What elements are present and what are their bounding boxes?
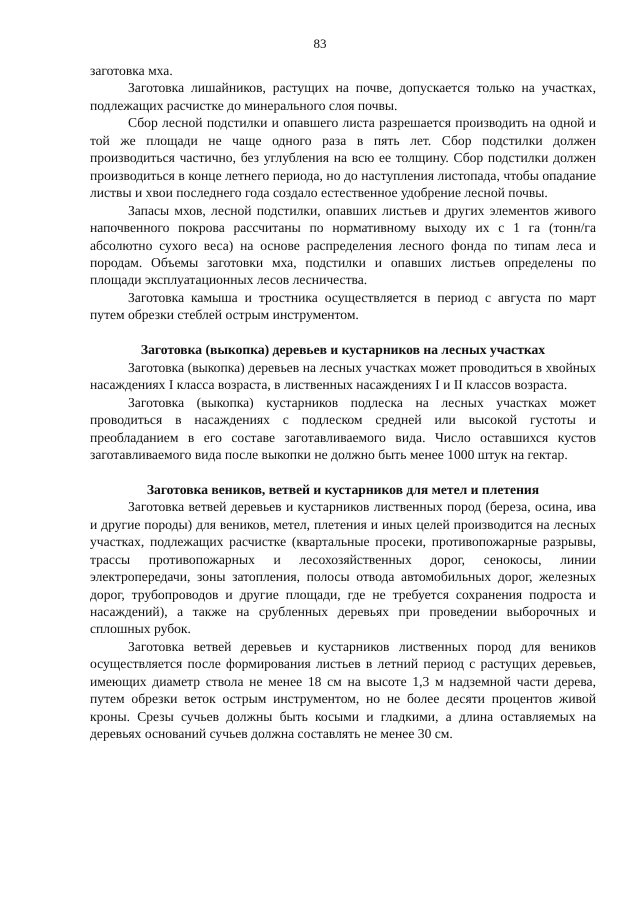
paragraph: Заготовка ветвей деревьев и кустарников лиственных пород (береза, осина, ива и другие породы) для веников, метел, плетения и иных целей производится на лесных участках, подлежащих расчистке (квартальные просеки, противопожарные разрывы, трассы противопожарных и лесохозяйственных дорог, сенокосы, линии электропередачи, зоны затопления, полосы отвода автомобильных дорог, железных дорог, трубопроводов и другие площади, где не требуется сохранения подроста и насаждений), а также на срубленных деревьях при проведении выборочных и сплошных рубок.: [90, 499, 596, 637]
section-spacer: [90, 463, 596, 480]
paragraph: Запасы мхов, лесной подстилки, опавших листьев и других элементов живого напочвенного покрова рассчитаны по нормативному выходу их с 1 га (тонн/га абсолютно сухого веса) на основе распределения лесного фонда по типам леса и породам. Объемы заготовки мха, подстилки и опавших листьев определены по площади эксплуатационных лесов лесничества.: [90, 202, 596, 288]
section-spacer: [90, 324, 596, 341]
paragraph: Сбор лесной подстилки и опавшего листа разрешается производить на одной и той же площади не чаще одного раза в пять лет. Сбор подстилки должен производиться частично, без углубления на всю ее толщину. Сбор подстилки должен производиться в конце летнего периода, но до наступления листопада, чтобы опадание листвы и хвои последнего года создало естественное удобрение лесной почвы.: [90, 115, 596, 201]
paragraph: Заготовка лишайников, растущих на почве, допускается только на участках, подлежащих расчистке до минерального слоя почвы.: [90, 80, 596, 113]
paragraph: заготовка мха.: [90, 63, 173, 78]
page-content: [90, 62, 596, 743]
paragraph: Заготовка камыша и тростника осуществляется в период с августа по март путем обрезки стеблей острым инструментом.: [90, 289, 596, 323]
section-heading: Заготовка (выкопка) деревьев и кустарников на лесных участках: [140, 342, 546, 358]
section-heading: Заготовка веников, ветвей и кустарников для метел и плетения: [146, 481, 540, 497]
page-number: 83: [313, 36, 327, 51]
paragraph: Заготовка ветвей деревьев и кустарников лиственных пород для веников осуществляется после формирования листьев в летний период с растущих деревьев, имеющих диаметр ствола не менее 18 см на высоте 1,3 м надземной части дерева, путем обрезки веток острым инструментом, но не более десяти процентов живой кроны. Срезы сучьев должны быть косыми и гладкими, а длина оставляемых на деревьях оснований сучьев должна составлять не менее 30 см.: [90, 638, 596, 742]
paragraph: Заготовка (выкопка) деревьев на лесных участках может проводиться в хвойных насаждениях I класса возраста, в лиственных насаждениях I и II классов возраста.: [90, 359, 596, 393]
paragraph: Заготовка (выкопка) кустарников подлеска на лесных участках может проводиться в насаждениях с подлеском средней или высокой густоты и преобладанием в его составе заготавливаемого вида. Число оставшихся кустов заготавливаемого вида после выкопки не должно быть менее 1000 штук на гектар.: [90, 394, 596, 462]
